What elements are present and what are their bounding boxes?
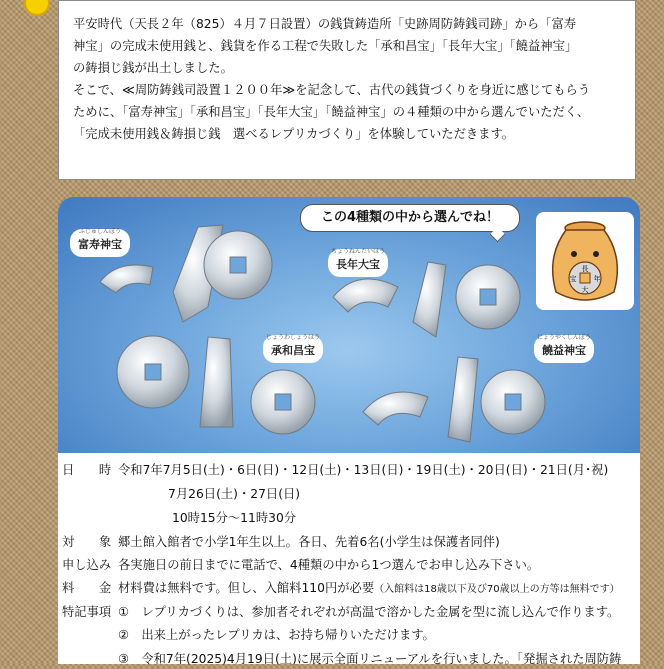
intro-line: ために、「富寿神宝」「承和昌宝」「長年大宝」「饒益神宝」の４種類の中から選んでいただく、 <box>73 105 590 119</box>
mascot-coin-char: 宝 <box>569 275 577 283</box>
date-line-1: 令和7年7月5日(土)・6日(日)・12日(土)・13日(日)・19日(土)・20日(日)・21日(月･祝) <box>118 463 609 477</box>
time-line: 10時15分～11時30分 <box>172 511 297 525</box>
coin-group-nyoyaku <box>363 357 545 442</box>
mascot-character <box>536 212 634 310</box>
intro-text-box <box>58 0 636 180</box>
fee-label: 料 金 <box>62 581 112 595</box>
intro-line: 平安時代（天長２年（825）４月７日設置）の銭貨鋳造所「史跡周防鋳銭司跡」から「富寿 <box>73 17 577 31</box>
fee-text: 材料費は無料です。但し、入館料110円が必要 <box>118 581 375 595</box>
coin-label-nyoyaku <box>534 335 594 363</box>
coin-name: 長年大宝 <box>336 258 380 271</box>
coin-label-jowa <box>263 335 323 363</box>
mascot-coin-char: 大 <box>581 286 589 294</box>
note-3: ③ 令和7年(2025)4月19日(土)に展示全面リニューアルを行いました。「発掘された周防鋳 <box>118 652 622 666</box>
fee-value <box>118 578 620 600</box>
intro-line: そこで、≪周防鋳銭司設置１２００年≫を記念して、古代の銭貨づくりを身近に感じてもらう <box>73 83 591 97</box>
apply-text: 各実施日の前日までに電話で、4種類の中から1つ選んでお申し込み下さい。 <box>118 558 540 572</box>
coin-label-chonen <box>328 249 388 277</box>
speech-bubble: この4種類の中から選んでね！ <box>300 204 520 232</box>
coin-ruby: ちょうねんたいほう <box>330 248 385 255</box>
mascot-jar-icon <box>536 212 634 310</box>
coin-label-fuju <box>70 229 130 257</box>
mascot-coin-char: 年 <box>593 275 601 283</box>
event-info-section <box>58 453 640 664</box>
note-1: ① レプリカづくりは、参加者それぞれが高温で溶かした金属を型に流し込んで作ります。 <box>118 605 620 619</box>
coin-name: 饒益神宝 <box>542 344 586 357</box>
note-2: ② 出来上がったレプリカは、お持ち帰りいただけます。 <box>118 628 435 642</box>
target-text: 郷土館入館者で小学1年生以上。各日、先着6名(小学生は保護者同伴) <box>118 535 500 549</box>
coin-photo-panel <box>58 197 640 453</box>
notes-label: 特記事項 <box>62 605 112 619</box>
apply-label: 申し込み <box>62 558 112 572</box>
mascot-coin-char: 長 <box>581 265 589 273</box>
coin-ruby: じょうわしょうほう <box>265 334 320 341</box>
intro-line: の鋳損じ銭が出土しました。 <box>73 61 233 75</box>
intro-line: 神宝」の完成未使用銭と、銭貨を作る工程で失敗した「承和昌宝」「長年大宝」「饒益神宝」 <box>73 39 578 53</box>
bullet-dot-decoration <box>24 0 50 16</box>
coin-name: 富寿神宝 <box>78 238 122 251</box>
target-label: 対 象 <box>62 535 112 549</box>
coin-ruby: ふじゅしんぽう <box>78 228 121 235</box>
coin-ruby: にょうやくしんぽう <box>537 334 591 341</box>
date-label: 日 時 <box>62 463 112 477</box>
fee-note: （入館料は18歳以下及び70歳以上の方等は無料です） <box>374 584 620 595</box>
date-line-2: 7月26日(土)・27日(日) <box>168 487 301 501</box>
intro-line: 「完成未使用銭＆鋳損じ銭 選べるレプリカづくり」を体験していただきます。 <box>73 127 515 141</box>
coin-name: 承和昌宝 <box>271 344 315 357</box>
